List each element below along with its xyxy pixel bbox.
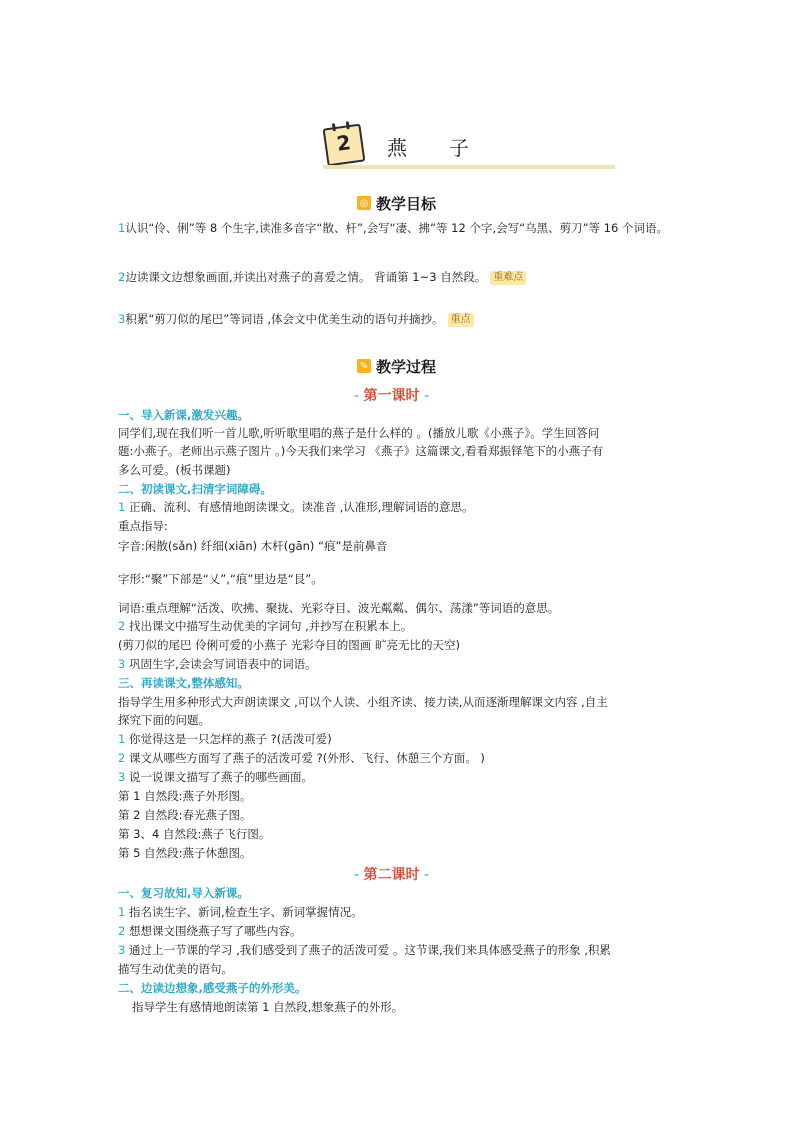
tag-badge: 重难点	[490, 271, 526, 285]
goals-heading: ◎ 教学目标	[357, 193, 436, 213]
title-underline	[323, 165, 615, 169]
list-item: 2 找出课文中描写生动优美的字词句 ,并抄写在积累本上。	[118, 619, 413, 633]
lesson-2-heading: - 第二课时 -	[354, 867, 430, 883]
paragraph-line: 字音:闲散(sǎn) 纤细(xiān) 木杆(gān) “痕”是前鼻音	[118, 539, 388, 553]
section-1b-heading: 一、复习故知,导入新课。	[118, 886, 249, 900]
goal-item-3: 3积累“剪刀似的尾巴”等词语 ,体会文中优美生动的语句并摘抄。 重点	[118, 310, 678, 329]
list-item: 1 正确、流利、有感情地朗读课文。读准音 ,认准形,理解词语的意思。	[118, 500, 474, 514]
lesson-1-heading: - 第一课时 -	[354, 388, 430, 404]
paragraph-line: (剪刀似的尾巴 伶俐可爱的小燕子 光彩夺目的图画 旷亮无比的天空)	[118, 638, 460, 652]
paragraph-line: 词语:重点理解“活泼、吹拂、聚拢、光彩夺目、波光粼粼、偶尔、荡漾”等词语的意思。	[118, 601, 560, 615]
list-item: 3 说一说课文描写了燕子的哪些画面。	[118, 770, 313, 784]
tag-badge: 重点	[448, 313, 474, 327]
list-item: 3 通过上一节课的学习 ,我们感受到了燕子的活泼可爱 。这节课,我们来具体感受燕子的形象 ,积累	[118, 943, 611, 957]
list-item: 2 想想课文围绕燕子写了哪些内容。	[118, 924, 302, 938]
paragraph-line: 第 5 自然段:燕子休憩图。	[118, 846, 252, 860]
paragraph-line: 重点指导:	[118, 519, 168, 533]
list-item: 3 巩固生字,会读会写词语表中的词语。	[118, 657, 317, 671]
paragraph-line: 多么可爱。(板书课题)	[118, 463, 231, 477]
title-text: 燕子	[387, 136, 511, 160]
lesson-title	[323, 124, 615, 170]
section-1-heading: 一、导入新课,激发兴趣。	[118, 408, 249, 422]
process-heading: ✎ 教学过程	[357, 356, 436, 376]
section-3-heading: 三、再读课文,整体感知。	[118, 676, 249, 690]
lesson-number: 2	[335, 130, 353, 156]
paragraph-line: 指导学生有感情地朗读第 1 自然段,想象燕子的外形。	[132, 1000, 404, 1014]
goal-item-2: 2边读课文边想象画面,并读出对燕子的喜爱之情。 背诵第 1~3 自然段。 重难点	[118, 268, 678, 287]
pen-icon: ✎	[357, 359, 371, 373]
paragraph-line: 第 2 自然段:春光燕子图。	[118, 808, 252, 822]
list-item: 2 课文从哪些方面写了燕子的活泼可爱 ?(外形、飞行、休憩三个方面。 )	[118, 751, 485, 765]
paragraph-line: 第 1 自然段:燕子外形图。	[118, 789, 252, 803]
paragraph-line: 描写生动优美的语句。	[118, 962, 233, 976]
list-item: 1 你觉得这是一只怎样的燕子 ?(活泼可爱)	[118, 732, 332, 746]
paragraph-line: 题:小燕子。老师出示燕子图片 。)今天我们来学习 《燕子》这篇课文,看看郑振铎笔下的小燕子有	[118, 444, 604, 458]
calendar-icon	[323, 124, 366, 167]
paragraph-line: 探究下面的问题。	[118, 713, 210, 727]
goal-item-1: 1认识“伶、俐”等 8 个生字,读准多音字“散、杆”,会写“凄、拂”等 12 个字,会写“乌黑、剪刀”等 16 个词语。	[118, 221, 668, 235]
paragraph-line: 字形:“聚”下部是“乂”,“痕”里边是“艮”。	[118, 572, 323, 586]
paragraph-line: 第 3、4 自然段:燕子飞行图。	[118, 827, 271, 841]
section-2-heading: 二、初读课文,扫清字词障碍。	[118, 482, 272, 496]
section-2b-heading: 二、边读边想象,感受燕子的外形美。	[118, 981, 307, 995]
list-item: 1 指名读生字、新词,检查生字、新词掌握情况。	[118, 905, 363, 919]
paragraph-line: 同学们,现在我们听一首儿歌,听听歌里唱的燕子是什么样的 。(播放儿歌《小燕子》。学生回答问	[118, 426, 600, 440]
paragraph-line: 指导学生用多种形式大声朗读课文 ,可以个人读、小组齐读、接力读,从而逐渐理解课文内容 ,自主	[118, 695, 608, 709]
target-icon: ◎	[357, 196, 371, 210]
